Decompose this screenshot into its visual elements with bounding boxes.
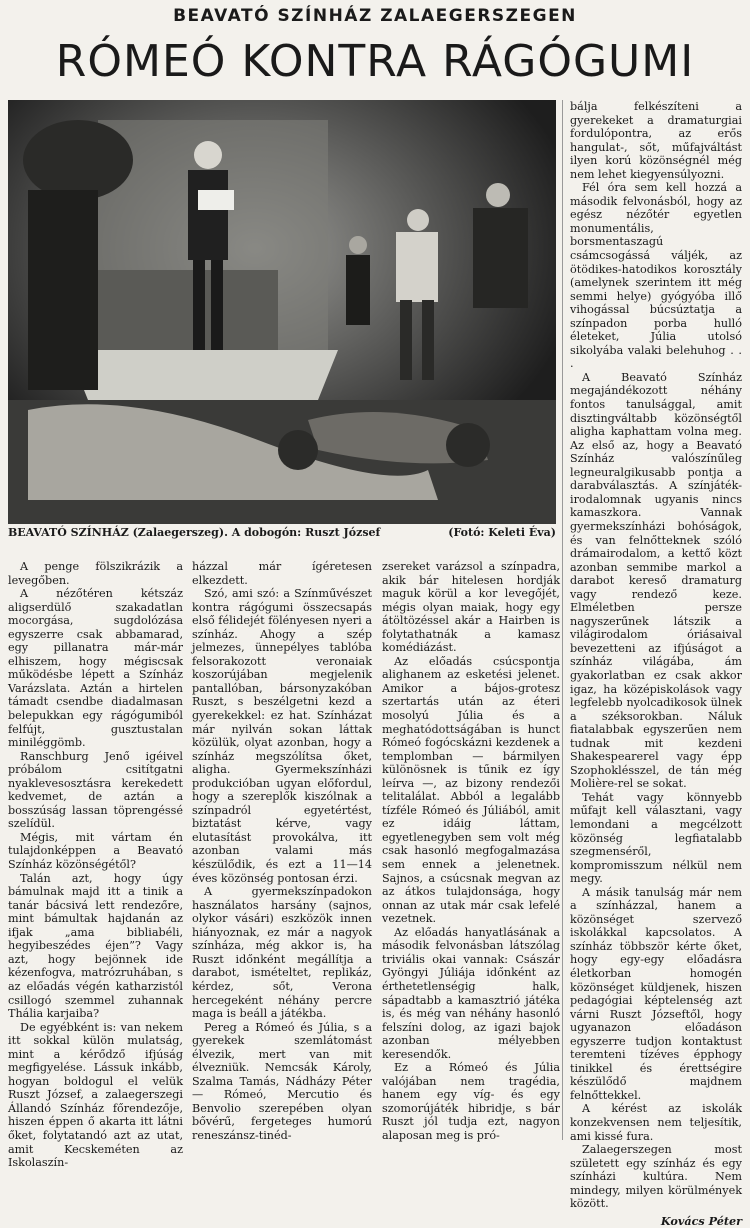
- paragraph: Mégis, mit vártam én tulajdonképpen a Beavató Színház közönségétől?: [8, 830, 183, 872]
- paragraph: Ranschburg Jenő igéivel próbálom csitítgatni nyaklevesosztásra kerekedett kedvemet, de aztán a bosszúság lassan töprengéssé szelídül.: [8, 749, 183, 831]
- article-column-1: [8, 560, 183, 1170]
- paragraph: Zalaegerszegen most született egy színház és egy színházi kultúra. Nem mindegy, milyen körülmények között.: [570, 1143, 742, 1211]
- paragraph: Tehát vagy könnyebb műfajt kell választani, vagy lemondani a megcélzott közönség legfiatalabb szegmenséről, kompromisszum nélkül nem megy.: [570, 790, 742, 886]
- paragraph: Fél óra sem kell hozzá a második felvonásból, hogy az egész nézőtér egyetlen monumentális, borsmentaszagú csámcsogássá váljék, az ötödikes-hatodikos korosztály (amelynek szerintem itt még semmi helye) gyógyóba illő vihogással búcsúztatja a színpadon porba hulló életeket, Júlia utolsó sikolyába valaki belehuhog . . .: [570, 181, 742, 371]
- photo-caption: [8, 526, 556, 539]
- headline: RÓMEÓ KONTRA RÁGÓGUMI: [55, 36, 695, 87]
- paragraph: Ez a Rómeó és Júlia valójában nem tragédia, hanem egy víg- és egy szomorújáték hibridje, s bár Ruszt jól tudja ezt, nagyon alaposan meg is pró-: [382, 1061, 560, 1142]
- column-rule: [562, 100, 563, 1140]
- paragraph: bálja felkészíteni a gyerekeket a dramaturgiai fordulópontra, az erős hangulat-, sőt, műfajváltást ilyen korú közönségnél még nem lehet kiegyensúlyozni.: [570, 100, 742, 181]
- paragraph: De egyébként is: van nekem itt sokkal külön mulatság, mint a kérődző ifjúság megfigyelése. Lássuk inkább, hogyan boldogul el velük Ruszt József, a zalaegerszegi Állandó Színház főrendezője, hiszen éppen ő akarta itt látni őket, folytatandó azt az utat, amit Kecskeméten az Iskolaszín-: [8, 1020, 183, 1170]
- stage-photo: [8, 100, 556, 524]
- article-column-2: [192, 560, 372, 1144]
- paragraph: A nézőtéren kétszáz aligserdülő szakadatlan mocorgása, sugdolózása egyszerre csak abbamarad, egy pillanatra már-már elhiszem, hogy mégiscsak működésbe lépett a Színház Varázslata. Aztán a hirtelen támadt csendbe diadalmasan belepukkan egy rágógumiból felfújt, gusztustalan miniléggömb.: [8, 587, 183, 750]
- author-signature: Kovács Péter: [660, 1213, 742, 1228]
- caption-credit: (Fotó: Keleti Éva): [448, 526, 556, 539]
- paragraph: Talán azt, hogy úgy bámulnak majd itt a tinik a tanár bácsivá lett rendezőre, mint bámultak hajdanán az ifjak „ama bibliabéli, hegyibeszédes éjen”? Vagy azt, hogy bejönnek ide kézenfogva, matrózruhában, s az előadás végén katharzistól csillogó szemmel zuhannak Thália karjaiba?: [8, 871, 183, 1021]
- paragraph: A gyermekszínpadokon használatos harsány (sajnos, olykor vásári) eszközök innen hiányoznak, ez már a nagyok színháza, még akkor is, ha Ruszt időnként megállítja a darabot, ismételtet, replikáz, kérdez, sőt, Verona hercegeként néhány percre maga is beáll a játékba.: [192, 885, 372, 1021]
- paragraph: A Beavató Színház megajándékozott néhány fontos tanulsággal, amit disztingváltabb közönségtől aligha kaphattam volna meg. Az első az, hogy a Beavató Színház valószínűleg legneuralgikusabb pontja a darabválasztás. A színjáték-irodalomnak ugyanis nincs kamaszkora. Vannak gyermekszínházi bohóságok, és van felnőtteknek szóló drámairodalom, a kettő közt azonban semmibe markol a darabot kereső dramaturg vagy rendező keze. Elméletben persze nagyszerűnek látszik a világirodalom óriásaival bevezetteni az ifjúságot a színház világába, ám gyakorlatban ez csak akkor igaz, ha középiskolások vagy legfelebb nyolcadikosok ülnek a széksorokban. Náluk fiatalabbak egyszerűen nem tudnak mit kezdeni Shakespearerel vagy épp Szophoklésszel, de tán még Molière-rel se sokat.: [570, 370, 742, 791]
- paragraph: Az előadás csúcspontja alighanem az esketési jelenet. Amikor a bájos-grotesz szertartás után az éteri mosolyú Júlia és a meghatódottságában is hunct Rómeó fogócskázni kezdenek a templomban — bármilyen különösnek is tűnik ez így leírva —, az bizony rendezői telitalálat. Abból a legalább tízféle Rómeó és Júliából, amit ez idáig láttam, egyetlenegyben sem volt még csak hasonló megfogalmazása sem ennek a jelenetnek. Sajnos, a csúcsnak megvan az az átkos tulajdonsága, hogy onnan az utak már csak lefelé vezetnek.: [382, 654, 560, 926]
- paragraph: zsereket varázsol a színpadra, akik bár hitelesen hordják maguk körül a kor levegőjét, mégis olyan maiak, hogy egy átöltözéssel akár a Hairben is folytathatnák a kamasz komédiázást.: [382, 560, 560, 655]
- paragraph: Pereg a Rómeó és Júlia, s a gyerekek szemlátomást élvezik, mert van mit élvezniük. Nemcsák Károly, Szalma Tamás, Nádházy Péter — Rómeó, Mercutio és Benvolio szerepében olyan bővérű, fergeteges humorú reneszánsz-tinéd-: [192, 1020, 372, 1142]
- article-column-3: [382, 560, 560, 1144]
- paragraph: A másik tanulság már nem a színházzal, hanem a közönséget szervező iskolákkal kapcsolatos. A színház többször kérte őket, hogy egy-egy előadásra életkorban homogén közönséget küldjenek, hiszen pedagógiai képtelenség azt várni Ruszt Józseftől, hogy ugyanazon előadáson egyszerre tudjon kontaktust teremteni tízéves épphogy tinikkel és érettségire készülődő majdnem felnőttekkel.: [570, 885, 742, 1102]
- stage-photo-image: [8, 100, 556, 524]
- paragraph: A penge fölszikrázik a levegőben.: [8, 560, 183, 587]
- paragraph: Az előadás hanyatlásának a második felvonásban látszólag triviális okai vannak: Császár Gyöngyi Júliája időnként az érthetetlenségig halk, sápadtabb a kamasztrió játéka is, és még van néhány hasonló felszíni dolog, az igazi bajok azonban mélyebben keresendők.: [382, 925, 560, 1061]
- paragraph: házzal már ígéretesen elkezdett.: [192, 560, 372, 587]
- paragraph: Szó, ami szó: a Színművészet kontra rágógumi összecsapás első félidejét fölényesen nyeri a színház. Ahogy a szép jelmezes, ünnepélyes tablóba felsorakozott veronaiak koszorújában megjelenik pantallóban, bársonyzakóban Ruszt, s beszélgetni kezd a gyerekekkel: ez hat. Színházat már nyilván sokan láttak közülük, olyat azonban, hogy a színház megszólítsa őket, aligha. Gyermekszínházi produkcióban ugyan előfordul, hogy a szereplők kiszólnak a színpadról egyetértést, biztatást kérve, vagy elutasítást provokálva, itt azonban valami más készülődik, és ezt a 11—14 éves közönség pontosan érzi.: [192, 587, 372, 885]
- kicker: BEAVATÓ SZÍNHÁZ ZALAEGERSZEGEN: [173, 6, 577, 26]
- caption-text: BEAVATÓ SZÍNHÁZ (Zalaegerszeg). A dobogón: Ruszt József: [8, 526, 381, 539]
- paragraph: A kérést az iskolák konzekvensen nem teljesítik, ami kissé fura.: [570, 1102, 742, 1143]
- article-column-4: [570, 100, 742, 1228]
